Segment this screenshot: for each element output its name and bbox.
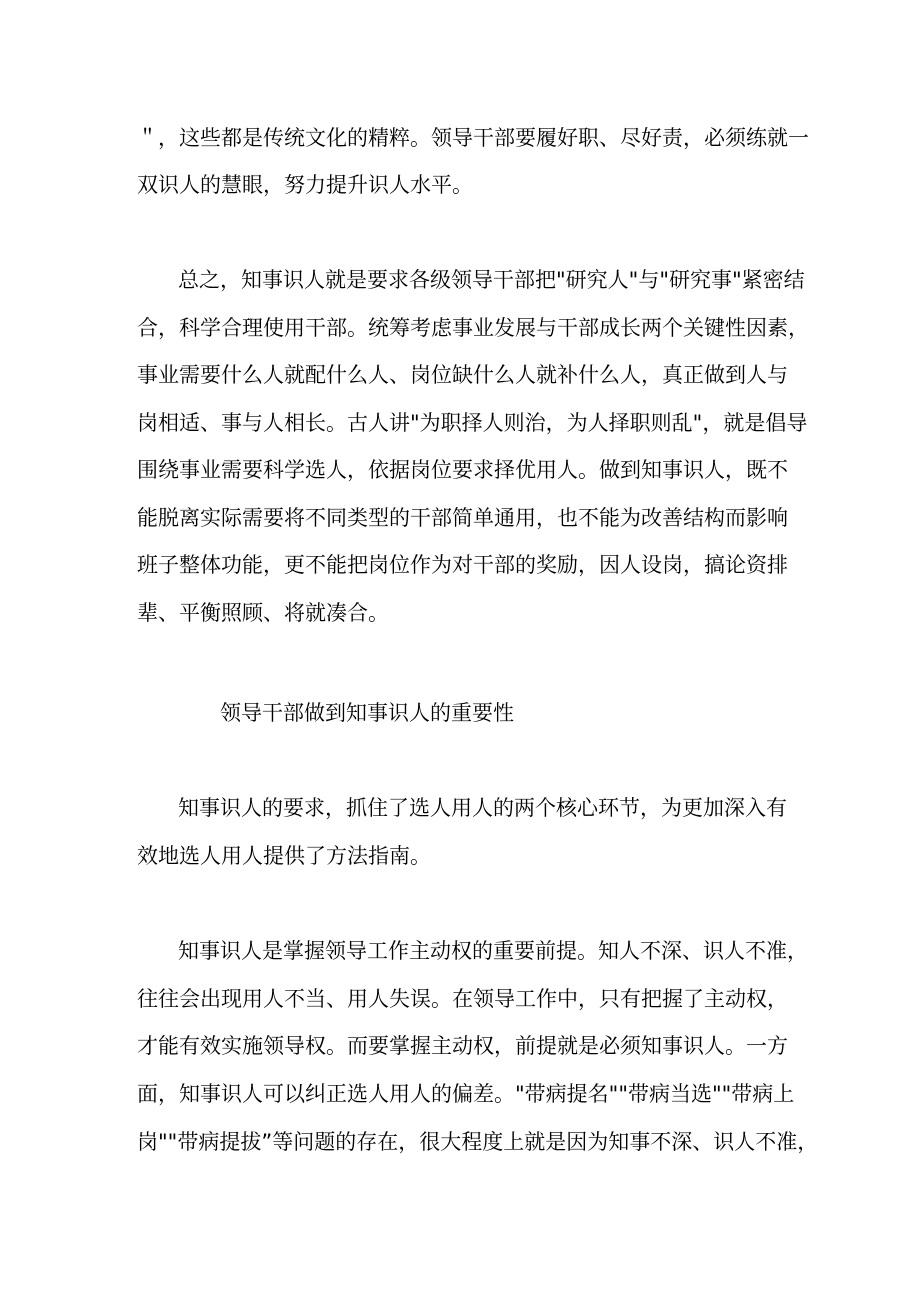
paragraph-2-line-3: 事业需要什么人就配什么人、岗位缺什么人就补什么人，真正做到人与 [137,363,788,387]
paragraph-2-line-8: 辈、平衡照顾、将就凑合。 [137,601,389,625]
paragraph-2-line-1: 总之，知事识人就是要求各级领导干部把"研究人"与"研究事"紧密结 [178,268,805,292]
paragraph-2-line-4: 岗相适、事与人相长。古人讲"为职择人则治，为人择职则乱"，就是倡导 [137,411,808,435]
section-heading: 领导干部做到知事识人的重要性 [220,701,514,725]
paragraph-3-line-1: 知事识人的要求，抓住了选人用人的两个核心环节，为更加深入有 [178,796,787,820]
paragraph-2-line-6: 能脱离实际需要将不同类型的干部简单通用，也不能为改善结构而影响 [137,506,788,530]
paragraph-2-line-7: 班子整体功能，更不能把岗位作为对干部的奖励，因人设岗，搞论资排 [137,553,788,577]
paragraph-1-line-1: ＂，这些都是传统文化的精粹。领导干部要履好职、尽好责，必须练就一 [137,126,809,150]
paragraph-3-line-2: 效地选人用人提供了方法指南。 [137,844,431,868]
paragraph-4-line-1: 知事识人是掌握领导工作主动权的重要前提。知人不深、识人不准， [178,939,808,963]
paragraph-1-line-2: 双识人的慧眼，努力提升识人水平。 [137,173,473,197]
paragraph-4-line-4: 面，知事识人可以纠正选人用人的偏差。"带病提名""带病当选""带病上 [137,1082,795,1106]
paragraph-4-line-3: 才能有效实施领导权。而要掌握主动权，前提就是必须知事识人。一方 [137,1034,788,1058]
paragraph-2-line-5: 围绕事业需要科学选人，依据岗位要求择优用人。做到知事识人，既不 [137,458,788,482]
paragraph-4-line-2: 往往会出现用人不当、用人失误。在领导工作中，只有把握了主动权， [137,987,788,1011]
paragraph-2-line-2: 合，科学合理使用干部。统筹考虑事业发展与干部成长两个关键性因素， [137,316,809,340]
paragraph-4-line-5: 岗""带病提拔”等问题的存在，很大程度上就是因为知事不深、识人不准， [137,1130,819,1154]
